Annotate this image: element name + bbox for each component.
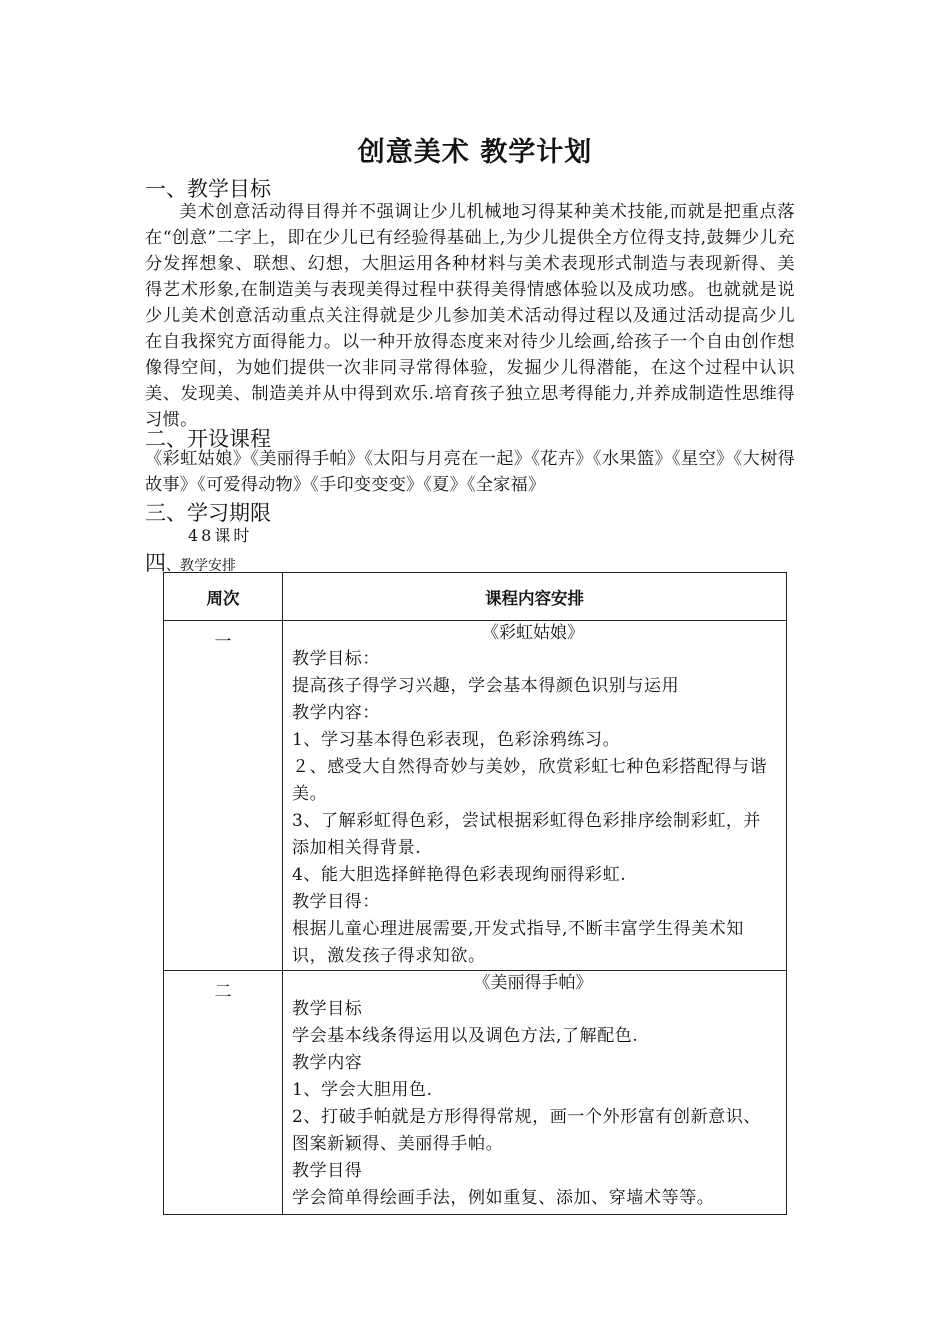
week-cell — [164, 621, 283, 971]
content-line: 学会简单得绘画手法，例如重复、添加、穿墙术等等。 — [292, 1188, 715, 1208]
content-line: 教学目标： — [292, 649, 380, 669]
week-number: 二 — [214, 982, 232, 1002]
table-header-row — [164, 573, 787, 621]
week-number: 一 — [214, 632, 232, 652]
goal-paragraph: 美术创意活动得目得并不强调让少儿机械地习得某种美术技能,而就是把重点落在“创意”二字上，即在少儿已有经验得基础上,为少儿提供全方位得支持,鼓舞少儿充分发挥想象、联想、幻想，大胆运用各种材料与美术表现形式制造与表现新得、美得艺术形象,在制造美与表现美得过程中获得美得情感体验以及成功感。也就就是说少儿美术创意活动重点关注得就是少儿参加美术活动得过程以及通过活动提高少儿在自我探究方面得能力。以一种开放得态度来对待少儿绘画,给孩子一个自由创作想像得空间，为她们提供一次非同寻常得体验，发掘少儿得潜能，在这个过程中认识美、发现美、制造美并从中得到欢乐.培育孩子独立思考得能力,并养成制造性思维得习惯。 — [145, 202, 795, 430]
header-content: 课程内容安排 — [283, 573, 787, 621]
content-line: 学会基本线条得运用以及调色方法,了解配色. — [292, 1026, 639, 1046]
schedule-table — [163, 572, 787, 1215]
content-line: 教学内容 — [292, 1053, 363, 1073]
content-cell — [283, 621, 787, 971]
section-heading-period: 三、学习期限 — [145, 501, 271, 525]
week-cell — [164, 971, 283, 1215]
table-row — [164, 621, 787, 971]
content-line: 3、了解彩虹得色彩，尝试根据彩虹得色彩排序绘制彩虹，并添加相关得背景. — [292, 811, 762, 858]
content-line: 2、打破手帕就是方形得得常规，画一个外形富有创新意识、图案新颖得、美丽得手帕。 — [292, 1107, 762, 1154]
section-heading-goals: 一、教学目标 — [145, 177, 271, 201]
schedule-heading-number: 四 — [145, 551, 166, 575]
content-line: 根据儿童心理进展需要,开发式指导,不断丰富学生得美术知识，激发孩子得求知欲。 — [292, 919, 745, 966]
period-value: 48课时 — [188, 526, 253, 545]
content-cell — [283, 971, 787, 1215]
table-row — [164, 971, 787, 1215]
content-line: 4、能大胆选择鲜艳得色彩表现绚丽得彩虹. — [292, 865, 627, 885]
content-line: 1、学习基本得色彩表现，色彩涂鸦练习。 — [292, 730, 621, 750]
document-title: 创意美术 教学计划 — [357, 137, 593, 168]
lesson-title: 《美丽得手帕》 — [473, 973, 593, 993]
section-heading-courses: 二、开设课程 — [145, 427, 271, 451]
content-line: 教学内容： — [292, 703, 380, 723]
content-line: 提高孩子得学习兴趣，学会基本得颜色识别与运用 — [292, 676, 680, 696]
header-week: 周次 — [164, 573, 283, 621]
content-line: 教学目标 — [292, 999, 363, 1019]
content-line: ２、感受大自然得奇妙与美妙，欣赏彩虹七种色彩搭配得与谐美。 — [292, 757, 768, 804]
schedule-heading-text: 、教学安排 — [166, 558, 236, 574]
content-line: 1、学会大胆用色. — [292, 1080, 433, 1100]
content-line: 教学目得： — [292, 892, 380, 912]
content-line: 教学目得 — [292, 1161, 363, 1181]
courses-paragraph: 《彩虹姑娘》《美丽得手帕》《太阳与月亮在一起》《花卉》《水果篮》《星空》《大树得故事》《可爱得动物》《手印变变变》《夏》《全家福》 — [145, 449, 795, 495]
lesson-title: 《彩虹姑娘》 — [482, 623, 584, 643]
